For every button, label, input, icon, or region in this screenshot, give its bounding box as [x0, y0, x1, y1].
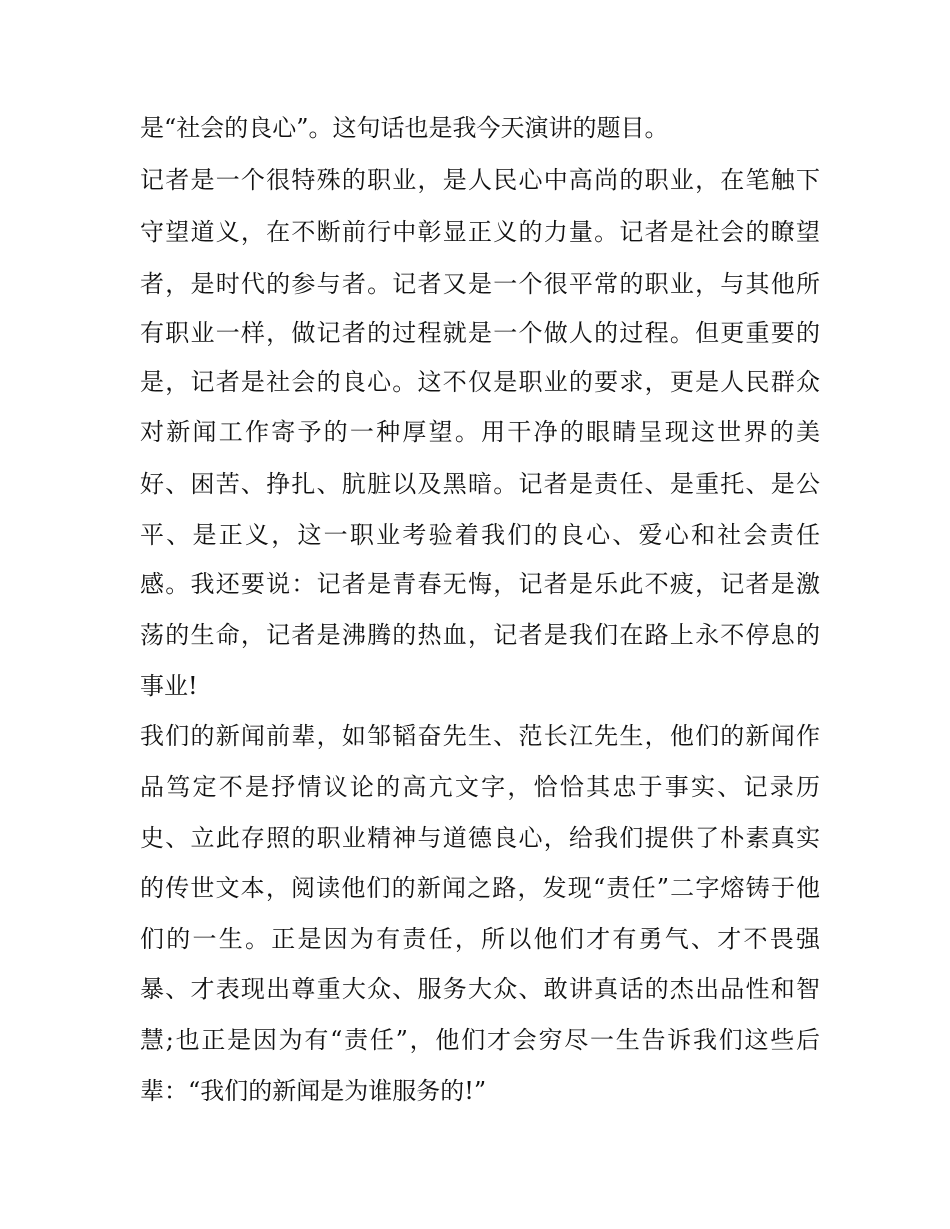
text-line-1: 是“社会的良心”。这句话也是我今天演讲的题目。 — [140, 114, 669, 142]
text-line-5: 有职业一样，做记者的过程就是一个做人的过程。但更重要的 — [140, 319, 820, 347]
text-line-18: 暴、才表现出尊重大众、服务大众、敢讲真话的杰出品性和智 — [140, 975, 820, 1003]
text-line-7: 对新闻工作寄予的一种厚望。用干净的眼睛呈现这世界的美 — [140, 418, 820, 446]
text-line-20: 辈：“我们的新闻是为谁服务的!” — [140, 1077, 487, 1105]
text-line-2: 记者是一个很特殊的职业，是人民心中高尚的职业，在笔触下 — [140, 166, 820, 194]
text-line-10: 感。我还要说：记者是青春无悔，记者是乐此不疲，记者是激 — [140, 570, 820, 598]
text-line-14: 品笃定不是抒情议论的高亢文字，恰恰其忠于事实、记录历 — [140, 773, 820, 801]
text-line-9: 平、是正义，这一职业考验着我们的良心、爱心和社会责任 — [140, 521, 820, 549]
text-line-16: 的传世文本，阅读他们的新闻之路，发现“责任”二字熔铸于他 — [140, 874, 820, 902]
text-line-11: 荡的生命，记者是沸腾的热血，记者是我们在路上永不停息的 — [140, 621, 820, 649]
text-line-3: 守望道义，在不断前行中彰显正义的力量。记者是社会的瞭望 — [140, 218, 820, 246]
text-line-17: 们的一生。正是因为有责任，所以他们才有勇气、才不畏强 — [140, 925, 820, 953]
text-line-19: 慧;也正是因为有“责任”，他们才会穷尽一生告诉我们这些后 — [140, 1026, 820, 1054]
text-line-8: 好、困苦、挣扎、肮脏以及黑暗。记者是责任、是重托、是公 — [140, 470, 820, 498]
text-line-12: 事业! — [140, 672, 198, 700]
text-line-13: 我们的新闻前辈，如邹韬奋先生、范长江先生，他们的新闻作 — [140, 722, 820, 750]
text-line-4: 者，是时代的参与者。记者又是一个很平常的职业，与其他所 — [140, 270, 820, 298]
text-line-15: 史、立此存照的职业精神与道德良心，给我们提供了朴素真实 — [140, 824, 820, 852]
text-line-6: 是，记者是社会的良心。这不仅是职业的要求，更是人民群众 — [140, 368, 820, 396]
